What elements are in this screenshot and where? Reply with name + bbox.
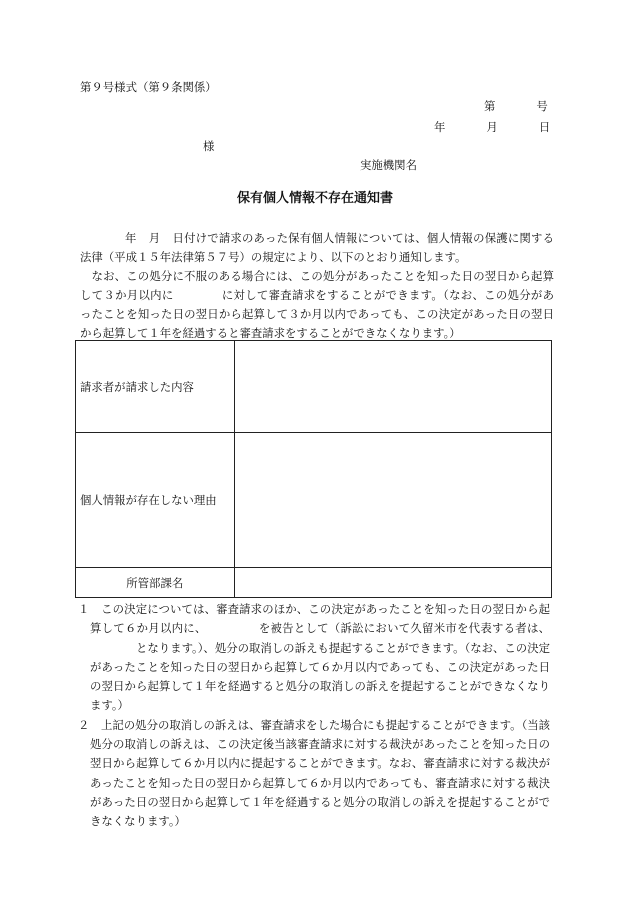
note-2-text: 上記の処分の取消しの訴えは、審査請求をした場合にも提起することができます。（当該処分の取消しの訴えは、この決定後当該審査請求に対する裁決があったことを知った日の翌日から起算して６か月以内に提起することができます。なお、審査請求に対する裁決があったことを知った日の翌日から起算して６か月以内であっても、審査請求に対する裁決があった日の翌日から起算して１年を経過すると処分の取消しの訴えを提起することができなくなります。） [90, 717, 551, 829]
requested-content-value [234, 341, 551, 433]
paragraph-1-text: 日付けで請求のあった保有個人情報については、個人情報の保護に関する法律（平成１５年法律第５７号）の規定により、以下のとおり通知します。 [80, 231, 554, 264]
issue-month-label: 月 [486, 120, 498, 134]
notes-section [78, 600, 550, 832]
doc-number-suffix: 号 [536, 99, 548, 113]
paragraph-2-text-b: に対して審査請求をすることができます。（なお、この処分があったことを知った日の翌日から起算して３か月以内であっても、この決定があった日の翌日から起算して１年を経過すると審査請求をすることができなくなります。） [80, 288, 554, 340]
addressee-honorific: 様 [203, 139, 215, 153]
department-value [234, 568, 551, 598]
form-number: 第９号様式（第９条関係） [80, 80, 217, 94]
note-1-text-b: を被告として（訴訟において久留米市を代表する者は、 [258, 621, 550, 636]
table-row [76, 341, 552, 433]
issue-date [434, 118, 550, 136]
nonexistence-reason-label: 個人情報が存在しない理由 [76, 433, 235, 568]
notice-body [80, 229, 554, 343]
paragraph-2-text-a: なお、この処分に不服のある場合には、この処分があったことを知った日の翌日から起算して３か月以内に [80, 269, 554, 302]
agency-name-label: 実施機関名 [360, 158, 417, 172]
issue-year-label: 年 [434, 120, 446, 134]
doc-number-prefix: 第 [484, 99, 496, 113]
note-number: ２ [78, 717, 90, 732]
table-row [76, 433, 552, 568]
requested-content-label: 請求者が請求した内容 [76, 341, 235, 433]
notice-paragraph-1 [80, 229, 554, 267]
nonexistence-reason-value [234, 433, 551, 568]
document-title: 保有個人情報不存在通知書 [236, 191, 393, 206]
request-month-label: 月 [148, 231, 161, 245]
information-table [75, 340, 552, 598]
note-1-text-c: となります。）、処分の取消しの訴えも提起することができます。（なお、この決定があったことを知った日の翌日から起算して６か月以内であっても、この決定があった日の翌日から起算して１年を経過すると処分の取消しの訴えを提起することができなくなります。） [90, 640, 550, 713]
issue-day-label: 日 [538, 120, 551, 134]
notice-paragraph-2 [80, 267, 554, 343]
note-number: １ [78, 602, 90, 616]
note-item-1 [78, 600, 550, 716]
note-item-2 [78, 716, 550, 832]
department-label: 所管部課名 [76, 568, 235, 598]
note-1-text-a: この決定については、審査請求のほか、この決定があったことを知った日の翌日から起算して６か月以内に、 [90, 602, 550, 636]
table-row [76, 568, 552, 598]
request-year-label: 年 [125, 231, 137, 245]
document-number [484, 97, 548, 115]
